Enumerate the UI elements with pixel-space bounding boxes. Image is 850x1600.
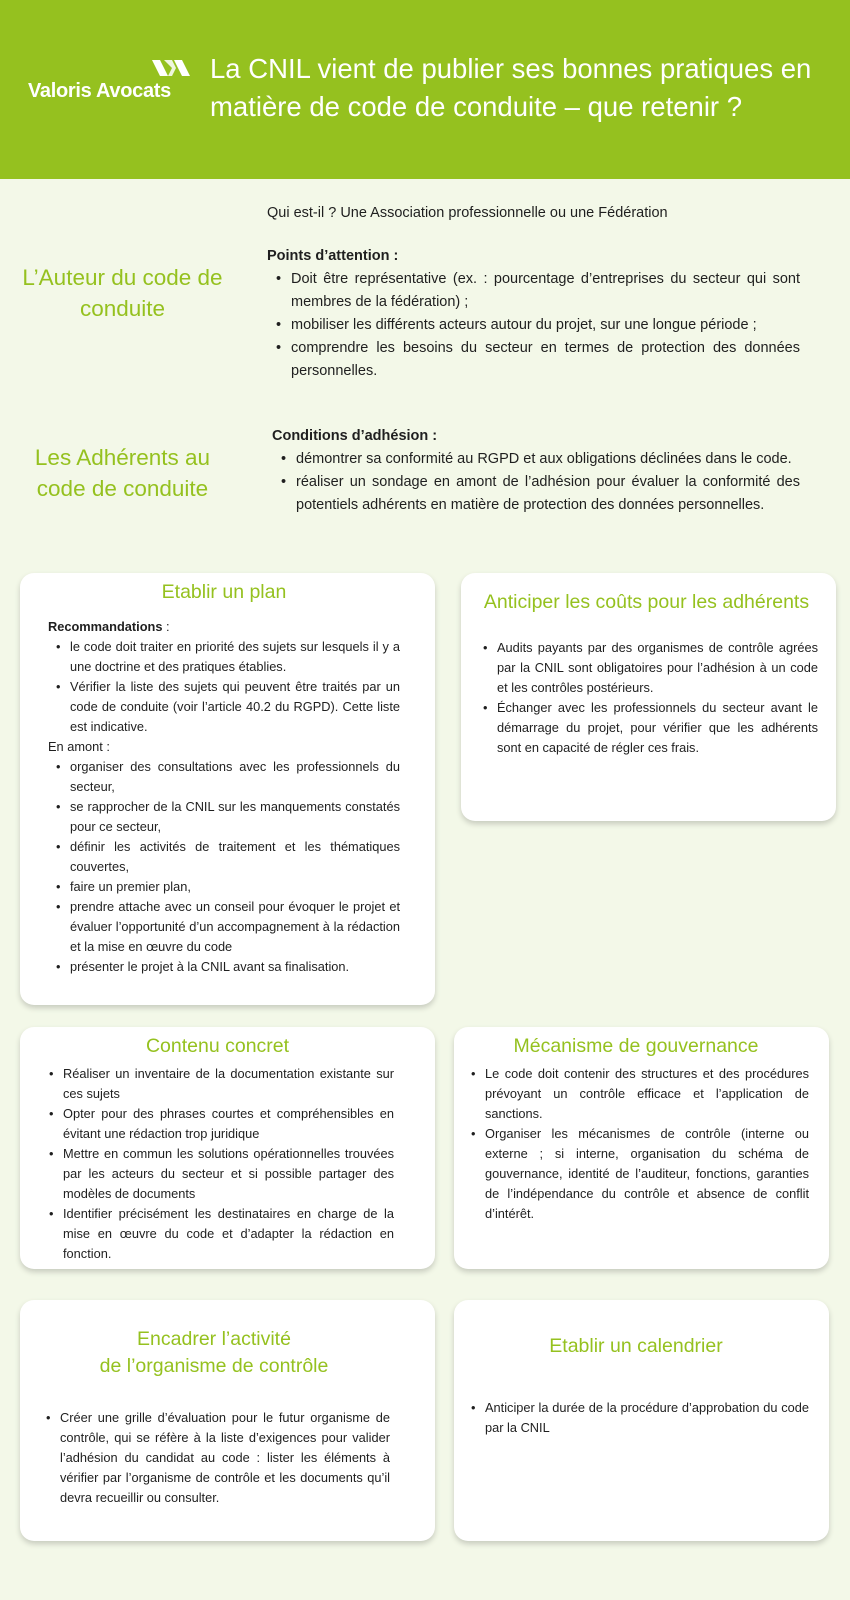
list-item: • Identifier précisément les destinataires en charge de la mise en œuvre du code et d’adapter la rédaction en fonction.: [41, 1204, 394, 1264]
list-item: • prendre attache avec un conseil pour évoquer le projet et évaluer l’opportunité d’un accompagnement à la rédaction et la mise en œuvre du code: [48, 897, 400, 957]
plan-reco-colon: :: [162, 619, 170, 634]
card-title-line1: Encadrer l’activité: [137, 1328, 291, 1350]
list-item: • faire un premier plan,: [48, 877, 400, 897]
list-item: • Créer une grille d’évaluation pour le futur organisme de contrôle, qui se réfère à la liste d’exigences pour valider l’adhésion du candidat au code : lister les éléments à vérifier par l’organisme de contrôle et les documents qu’il devra recueillir ou consulter.: [38, 1408, 390, 1508]
auteur-section-body: [267, 202, 800, 383]
contenu-list: [41, 1064, 394, 1264]
list-item: • mobiliser les différents acteurs autour du projet, sur une longue période ;: [267, 314, 800, 337]
brand-name: Valoris Avocats: [28, 80, 171, 102]
brand-logo[interactable]: [28, 56, 178, 106]
card-contenu-concret: [20, 1027, 435, 1269]
list-item: • Réaliser un inventaire de la documentation existante sur ces sujets: [41, 1064, 394, 1104]
list-item: • le code doit traiter en priorité des sujets sur lesquels il y a une doctrine et des pratiques établies.: [48, 637, 400, 677]
card-title: Etablir un plan: [161, 581, 287, 603]
card-mecanisme-de-gouvernance: [454, 1027, 829, 1269]
card-etablir-un-calendrier: [454, 1300, 829, 1541]
list-item: • réaliser un sondage en amont de l’adhésion pour évaluer la conformité des potentiels adhérents en matière de protection des données personnelles.: [272, 471, 800, 517]
list-item: • définir les activités de traitement et les thématiques couvertes,: [48, 837, 400, 877]
auteur-section-title: L’Auteur du code de conduite: [22, 265, 223, 321]
card-anticiper-les-couts: [461, 573, 836, 821]
plan-amont-list: [48, 757, 400, 977]
gouvernance-list: [463, 1064, 809, 1224]
list-item: • Organiser les mécanismes de contrôle (interne ou externe ; si interne, organisation du schéma de gouvernance, identité de l’auditeur, fonctions, garanties de l’indépendance du contrôle et absence de conflit d’intérêt.: [463, 1124, 809, 1224]
list-item: • Vérifier la liste des sujets qui peuvent être traités par un code de conduite (voir l’article 40.2 du RGPD). Cette liste est indicative.: [48, 677, 400, 737]
card-title: Contenu concret: [145, 1035, 290, 1057]
adherents-section-body: [272, 425, 800, 517]
list-item: • Audits payants par des organismes de contrôle agrées par la CNIL sont obligatoires pour l’adhésion à un code et les contrôles postérieurs.: [475, 638, 818, 698]
plan-reco-label: Recommandations: [48, 619, 163, 634]
plan-amont-label: En amont :: [48, 739, 110, 754]
adherents-conditions-list: [272, 448, 800, 517]
card-title: Anticiper les coûts pour les adhérents: [483, 591, 810, 613]
calendrier-list: [463, 1398, 809, 1438]
plan-reco-list: [48, 637, 400, 737]
card-title: Etablir un calendrier: [549, 1335, 723, 1357]
list-item: • Doit être représentative (ex. : pourcentage d’entreprises du secteur qui sont membres de la fédération) ;: [267, 268, 800, 314]
auteur-points-label: Points d’attention :: [267, 248, 399, 264]
card-title-line2: de l’organisme de contrôle: [99, 1355, 329, 1377]
card-title: Mécanisme de gouvernance: [513, 1035, 759, 1057]
list-item: • Opter pour des phrases courtes et compréhensibles en évitant une rédaction trop juridique: [41, 1104, 394, 1144]
auteur-intro: Qui est-il ? Une Association professionnelle ou une Fédération: [267, 205, 668, 221]
list-item: • présenter le projet à la CNIL avant sa finalisation.: [48, 957, 400, 977]
list-item: • démontrer sa conformité au RGPD et aux obligations déclinées dans le code.: [272, 448, 800, 471]
list-item: • Le code doit contenir des structures et des procédures prévoyant un contrôle efficace et l’application de sanctions.: [463, 1064, 809, 1124]
adherents-section-title: Les Adhérents au code de conduite: [34, 445, 211, 501]
card-etablir-un-plan: [20, 573, 435, 1005]
card-title: [38, 1326, 390, 1380]
list-item: • se rapprocher de la CNIL sur les manquements constatés pour ce secteur,: [48, 797, 400, 837]
adherents-conditions-label: Conditions d’adhésion :: [272, 428, 438, 444]
controle-list: [38, 1408, 390, 1508]
header-banner: [0, 0, 850, 179]
list-item: • Anticiper la durée de la procédure d’approbation du code par la CNIL: [463, 1398, 809, 1438]
card-encadrer-organisme-de-controle: [20, 1300, 435, 1541]
list-item: • comprendre les besoins du secteur en termes de protection des données personnelles.: [267, 337, 800, 383]
list-item: • organiser des consultations avec les professionnels du secteur,: [48, 757, 400, 797]
list-item: • Mettre en commun les solutions opérationnelles trouvées par les acteurs du secteur et si possible partager des modèles de documents: [41, 1144, 394, 1204]
page-title: La CNIL vient de publier ses bonnes pratiques en matière de code de conduite – que retenir ?: [210, 53, 812, 122]
valoris-logo-icon: [152, 58, 190, 78]
couts-list: [475, 638, 818, 758]
list-item: • Échanger avec les professionnels du secteur avant le démarrage du projet, pour vérifier que les adhérents sont en capacité de régler ces frais.: [475, 698, 818, 758]
auteur-points-list: [267, 268, 800, 383]
